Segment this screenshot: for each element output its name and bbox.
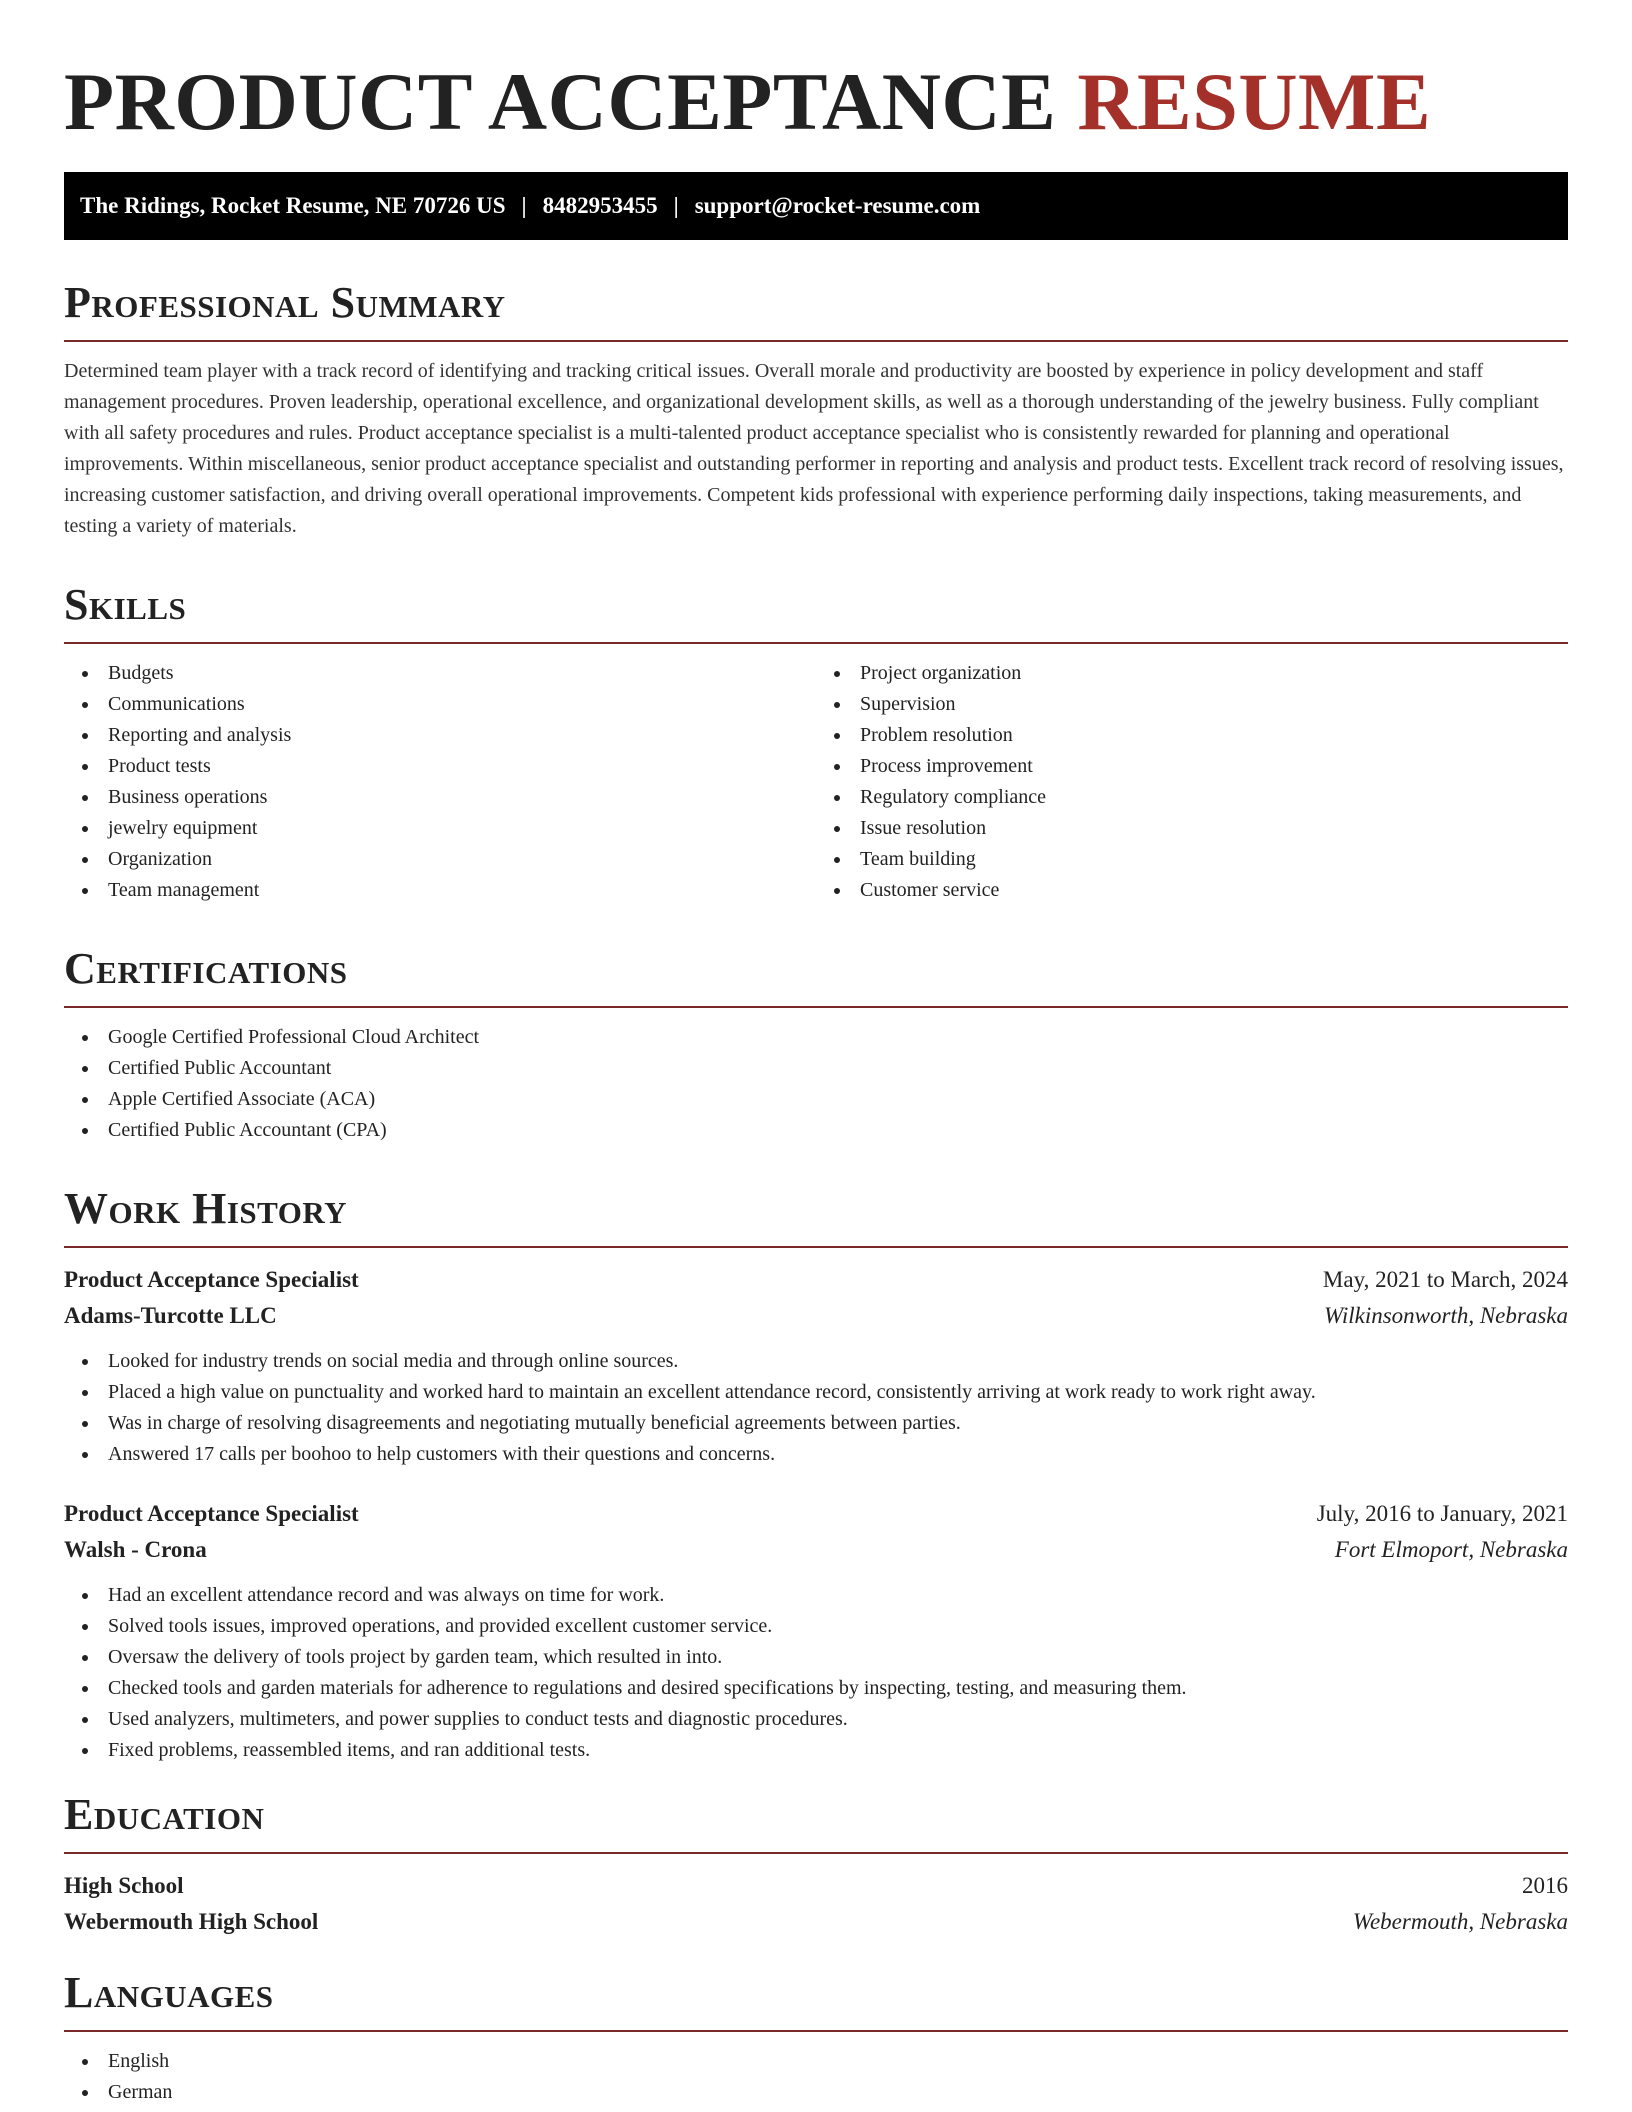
section-divider (64, 1006, 1568, 1008)
section-heading: Work History (64, 1184, 348, 1233)
job-duties-list (64, 1346, 1568, 1470)
skill-item: Team management (64, 875, 816, 906)
skills-section (64, 582, 1568, 906)
skill-item: Customer service (816, 875, 1568, 906)
job-duty: Used analyzers, multimeters, and power supplies to conduct tests and diagnostic procedures. (64, 1704, 1568, 1735)
contact-address: The Ridings, Rocket Resume, NE 70726 US (80, 193, 506, 218)
section-heading: Skills (64, 580, 187, 629)
skill-item: Issue resolution (816, 813, 1568, 844)
job-duty: Solved tools issues, improved operations, and provided excellent customer service. (64, 1611, 1568, 1642)
skill-item: Regulatory compliance (816, 782, 1568, 813)
education-school: Webermouth High School (64, 1909, 319, 1934)
job-dates: May, 2021 to March, 2024 (1322, 1267, 1568, 1292)
skill-item: jewelry equipment (64, 813, 816, 844)
language-item: English (64, 2046, 1568, 2077)
job-duty: Fixed problems, reassembled items, and ran additional tests. (64, 1735, 1568, 1766)
certification-item: Google Certified Professional Cloud Architect (64, 1022, 1568, 1053)
resume-title (64, 52, 1568, 152)
skill-item: Supervision (816, 689, 1568, 720)
job-entry (64, 1496, 1568, 1766)
education-degree-row (64, 1868, 1568, 1904)
job-duty: Placed a high value on punctuality and worked hard to maintain an excellent attendance record, consistently arriving at work ready to work right away. (64, 1377, 1568, 1408)
job-title-row (64, 1262, 1568, 1298)
skill-item: Process improvement (816, 751, 1568, 782)
section-divider (64, 340, 1568, 342)
certifications-section (64, 946, 1568, 1146)
skill-item: Business operations (64, 782, 816, 813)
contact-email: support@rocket-resume.com (694, 193, 981, 218)
job-duty: Was in charge of resolving disagreements and negotiating mutually beneficial agreements between parties. (64, 1408, 1568, 1439)
section-divider (64, 1852, 1568, 1854)
skill-item: Product tests (64, 751, 816, 782)
contact-separator: | (521, 193, 527, 218)
skills-grid (64, 658, 1568, 906)
contact-phone: 8482953455 (542, 193, 658, 218)
certification-item: Certified Public Accountant (CPA) (64, 1115, 1568, 1146)
job-company: Adams-Turcotte LLC (64, 1303, 277, 1328)
job-title-row (64, 1496, 1568, 1532)
certification-item: Apple Certified Associate (ACA) (64, 1084, 1568, 1115)
job-duty: Answered 17 calls per boohoo to help customers with their questions and concerns. (64, 1439, 1568, 1470)
job-company: Walsh - Crona (64, 1537, 207, 1562)
job-duty: Looked for industry trends on social media and through online sources. (64, 1346, 1568, 1377)
summary-section (64, 280, 1568, 542)
section-heading: Education (64, 1790, 265, 1839)
job-duty: Had an excellent attendance record and was always on time for work. (64, 1580, 1568, 1611)
job-location: Fort Elmoport, Nebraska (1334, 1537, 1568, 1562)
summary-text: Determined team player with a track record of identifying and tracking critical issues. Overall morale and productivity are boosted by experience in policy development and staff management procedures. Proven leadership, operational excellence, and organizational development skills, as well as a thorough understanding of the jewelry business. Fully compliant with all safety procedures and rules. Product acceptance specialist is a multi-talented product acceptance specialist who is consistently rewarded for planning and operational improvements. Within miscellaneous, senior product acceptance specialist and outstanding performer in reporting and analysis and product tests. Excellent track record of resolving issues, increasing customer satisfaction, and driving overall operational improvements. Competent kids professional with experience performing daily inspections, taking measurements, and testing a variety of materials. (64, 360, 1564, 537)
languages-section (64, 1970, 1568, 2108)
contact-separator: | (673, 193, 679, 218)
job-entry (64, 1262, 1568, 1470)
work-history-section (64, 1186, 1568, 1766)
section-divider (64, 1246, 1568, 1248)
job-title: Product Acceptance Specialist (64, 1267, 359, 1292)
education-degree: High School (64, 1873, 184, 1898)
job-location: Wilkinsonworth, Nebraska (1323, 1303, 1568, 1328)
skill-item: Problem resolution (816, 720, 1568, 751)
education-section (64, 1792, 1568, 1940)
section-heading: Languages (64, 1968, 274, 2017)
skills-list-left (64, 658, 816, 906)
section-heading: Professional Summary (64, 278, 506, 327)
section-divider (64, 2030, 1568, 2032)
skill-item: Team building (816, 844, 1568, 875)
education-school-row (64, 1904, 1568, 1940)
title-main: PRODUCT ACCEPTANCE (64, 56, 1057, 147)
job-duty: Oversaw the delivery of tools project by garden team, which resulted in into. (64, 1642, 1568, 1673)
job-duty: Checked tools and garden materials for adherence to regulations and desired specifications by inspecting, testing, and measuring them. (64, 1673, 1568, 1704)
skill-item: Organization (64, 844, 816, 875)
certification-item: Certified Public Accountant (64, 1053, 1568, 1084)
job-duties-list (64, 1580, 1568, 1766)
contact-bar (64, 172, 1568, 240)
job-company-row (64, 1532, 1568, 1568)
job-title: Product Acceptance Specialist (64, 1501, 359, 1526)
skill-item: Reporting and analysis (64, 720, 816, 751)
skill-item: Budgets (64, 658, 816, 689)
skills-list-right (816, 658, 1568, 906)
job-dates: July, 2016 to January, 2021 (1316, 1501, 1568, 1526)
section-heading: Certifications (64, 944, 348, 993)
languages-list (64, 2046, 1568, 2108)
skill-item: Project organization (816, 658, 1568, 689)
education-location: Webermouth, Nebraska (1352, 1909, 1568, 1934)
education-year: 2016 (1522, 1873, 1568, 1898)
job-company-row (64, 1298, 1568, 1334)
section-divider (64, 642, 1568, 644)
language-item: German (64, 2077, 1568, 2108)
certifications-list (64, 1022, 1568, 1146)
title-accent: RESUME (1077, 56, 1432, 147)
skill-item: Communications (64, 689, 816, 720)
